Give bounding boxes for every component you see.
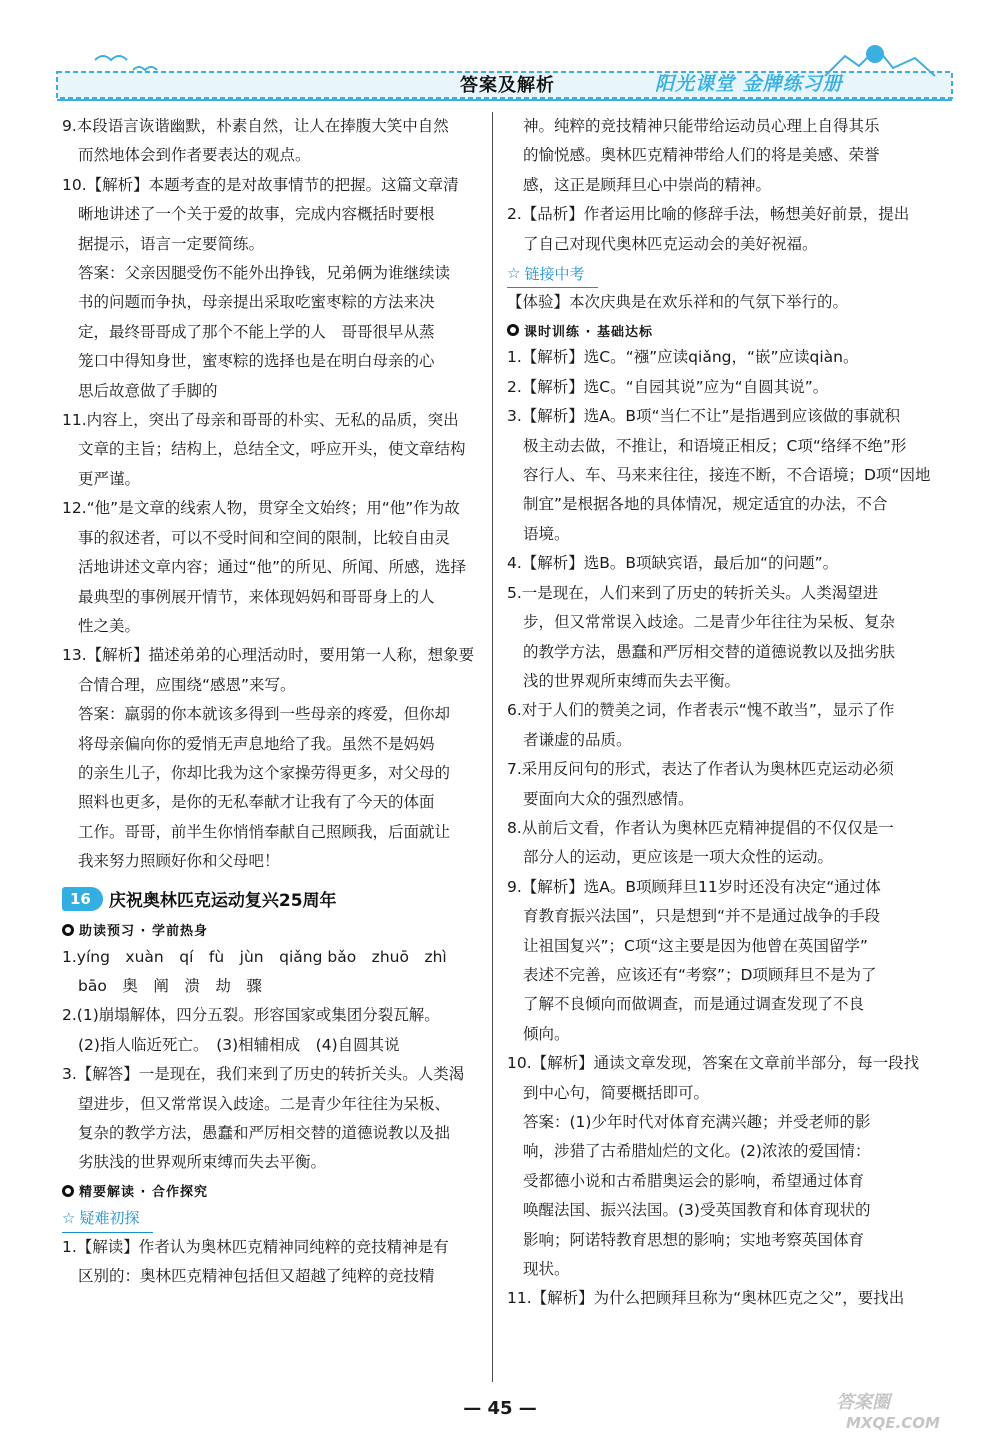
text-line: 部分人的运动，更应该是一项大众性的运动。 [523, 848, 834, 867]
star-icon: ☆ [507, 264, 521, 283]
lesson-number: 16 [62, 887, 103, 911]
text-line: 据提示，语言一定要简练。 [78, 234, 265, 253]
lesson-heading [62, 883, 507, 915]
analysis-answers [62, 1233, 507, 1292]
exam-answers [507, 288, 952, 317]
text-line: 1.【解析】选C。“襁”应读qiǎng，“嵌”应读qiàn。 [507, 348, 859, 367]
text-line: 育教育振兴法国”，只是想到“并不是通过战争的手段 [523, 907, 881, 926]
section-training [507, 317, 952, 343]
text-line: 极主动去做，不推让，和语境正相反；C项“络绎不绝”形 [523, 436, 907, 455]
text-line: 照料也更多，是你的无私奉献才让我有了今天的体面 [78, 793, 435, 812]
text-line: 书的问题而争执，母亲提出采取吃蜜枣粽的方法来决 [78, 293, 435, 312]
text-line: 我来努力照顾好你和父母吧！ [78, 852, 280, 871]
text-line: 11.内容上，突出了母亲和哥哥的朴实、无私的品质，突出 [62, 411, 459, 430]
text-line: 更严谨。 [78, 469, 141, 488]
text-line: 的愉悦感。奥林匹克精神带给人们的将是美感、荣誉 [523, 146, 880, 165]
text-line: 合情合理，应围绕“感恩”来写。 [78, 675, 296, 694]
text-line: 到中心句，简要概括即可。 [523, 1083, 710, 1102]
text-line: 将母亲偏向你的爱悄无声息地给了我。虽然不是妈妈 [78, 734, 435, 753]
text-line: 1.【解读】作者认为奥林匹克精神同纯粹的竞技精神是有 [62, 1237, 449, 1256]
text-line: 要面向大众的强烈感情。 [523, 789, 694, 808]
text-line: 性之美。 [78, 616, 141, 635]
lesson-title: 庆祝奥林匹克运动复兴25周年 [108, 891, 337, 912]
section-label: 课时训练 · 基础达标 [524, 324, 653, 340]
text-line: 【体验】本次庆典是在欢乐祥和的气氛下举行的。 [507, 293, 849, 312]
header-brand: 阳光课堂 金牌练习册 [655, 73, 843, 95]
text-line: 6.对于人们的赞美之词，作者表示“愧不敢当”，显示了作 [507, 701, 895, 720]
text-line: 思后故意做了手脚的 [78, 381, 218, 400]
subsection-label: 疑难初探 [79, 1209, 140, 1228]
watermark [826, 1388, 986, 1438]
text-line: 答案：羸弱的你本就该多得到一些母亲的疼爱，但你却 [78, 705, 451, 724]
text-line: 3.【解答】一是现在，我们来到了历史的转折关头。人类渴 [62, 1065, 465, 1084]
text-line: 答案：(1)少年时代对体育充满兴趣；并受老师的影 [523, 1113, 871, 1131]
text-line: bāo 奥 阐 溃 劫 骤 [78, 976, 262, 995]
text-line: 11.【解析】为什么把顾拜旦称为“奥林匹克之父”，要找出 [507, 1289, 905, 1308]
text-line: 事的叙述者，可以不受时间和空间的限制，比较自由灵 [78, 528, 451, 547]
section-bullet-icon [62, 924, 74, 936]
text-line: 了自己对现代奥林匹克运动会的美好祝福。 [523, 234, 818, 253]
text-line: 12.“他”是文章的线索人物，贯穿全文始终；用“他”作为故 [62, 499, 460, 518]
text-line: 9.本段语言诙谐幽默，朴素自然，让人在捧腹大笑中自然 [62, 117, 449, 135]
text-line: 活地讲述文章内容；通过“他”的所见、所闻、所感，选择 [78, 558, 467, 577]
text-line: 答案：父亲因腿受伤不能外出挣钱，兄弟俩为谁继续读 [78, 264, 451, 283]
text-line: 倾向。 [523, 1024, 570, 1043]
text-line: 劣肤浅的世界观所束缚而失去平衡。 [78, 1153, 327, 1172]
text-line: 的亲生儿子，你却比我为这个家操劳得更多，对父母的 [78, 763, 451, 782]
analysis-answers-cont [507, 112, 952, 259]
text-line: 9.【解析】选A。B项顾拜旦11岁时还没有决定“通过体 [507, 877, 881, 896]
text-line: 晰地讲述了一个关于爱的故事，完成内容概括时要根 [78, 205, 435, 224]
text-line: 容行人、车、马来来往往，接连不断，不合语境；D项“因地 [523, 466, 931, 485]
section-bullet-icon [62, 1185, 74, 1197]
section-label: 精要解读 · 合作探究 [79, 1185, 208, 1201]
left-column [62, 112, 507, 1292]
text-line: 神。纯粹的竞技精神只能带给运动员心理上自得其乐 [523, 117, 880, 135]
section-label: 助读预习 · 学前热身 [79, 924, 208, 940]
watermark-top: 答案圈 [836, 1392, 890, 1413]
preview-answers [62, 943, 507, 1178]
text-line: 步，但又常常误入歧途。二是青少年往往为呆板、复杂 [523, 613, 896, 632]
text-line: 让祖国复兴”；C项“这主要是因为他曾在英国留学” [523, 936, 868, 955]
text-line: 1.yíng xuàn qí fù jùn qiǎng bǎo zhuō zhì [62, 947, 447, 966]
subsection-difficulty [62, 1204, 153, 1233]
text-line: 望进步，但又常常误入歧途。二是青少年往往为呆板、 [78, 1094, 451, 1113]
subsection-exam-link [507, 259, 598, 288]
text-line: 7.采用反问句的形式，表达了作者认为奥林匹克运动必须 [507, 760, 894, 779]
header-title: 答案及解析 [460, 75, 555, 96]
text-line: 影响；阿诺特教育思想的影响；实地考察英国体育 [523, 1230, 865, 1249]
section-preview [62, 917, 507, 943]
text-line: 2.【解析】选C。“自园其说”应为“自圆其说”。 [507, 377, 829, 396]
text-line: 制宜”是根据各地的具体情况，规定适宜的办法，不合 [523, 495, 888, 514]
text-line: 感，这正是顾拜旦心中崇尚的精神。 [523, 175, 772, 194]
text-line: 语境。 [523, 524, 570, 543]
text-line: 受都德小说和古希腊奥运会的影响，希望通过体育 [523, 1171, 865, 1190]
text-line: 而然地体会到作者要表达的观点。 [78, 146, 311, 165]
text-line: 最典型的事例展开情节，来体现妈妈和哥哥身上的人 [78, 587, 435, 606]
text-line: 者谦虚的品质。 [523, 730, 632, 749]
text-line: 的教学方法，愚蠢和严厉相交替的道德说教以及拙劣肤 [523, 642, 896, 661]
text-line: 复杂的教学方法，愚蠢和严厉相交替的道德说教以及拙 [78, 1124, 451, 1142]
text-line: (2)指人临近死亡。 (3)相辅相成 (4)自圆其说 [78, 1035, 400, 1054]
text-line: 3.【解析】选A。B项“当仁不让”是指遇到应该做的事就积 [507, 407, 901, 426]
text-line: 8.从前后文看，作者认为奥林匹克精神提倡的不仅仅是一 [507, 818, 894, 837]
text-line: 定，最终哥哥成了那个不能上学的人 哥哥很早从蒸 [78, 322, 435, 341]
left-answers [62, 112, 507, 877]
text-line: 了解不良倾向而做调查，而是通过调查发现了不良 [523, 995, 865, 1014]
text-line: 浅的世界观所束缚而失去平衡。 [523, 671, 741, 690]
text-line: 表述不完善，应该还有“考察”；D项顾拜旦不是为了 [523, 965, 877, 984]
text-line: 10.【解析】本题考查的是对故事情节的把握。这篇文章清 [62, 175, 459, 194]
watermark-bottom: MXQE.COM [846, 1414, 940, 1432]
page-number: — 45 — [463, 1398, 537, 1419]
text-line: 区别的：奥林匹克精神包括但又超越了纯粹的竞技精 [78, 1267, 435, 1286]
text-line: 文章的主旨；结构上，总结全文，呼应开头，使文章结构 [78, 440, 466, 459]
text-line: 响，涉猎了古希腊灿烂的文化。(2)浓浓的爱国情： [523, 1142, 871, 1161]
text-line: 笼口中得知身世，蜜枣粽的选择也是在明白母亲的心 [78, 352, 435, 371]
page-header [55, 40, 955, 102]
section-analysis [62, 1178, 507, 1204]
section-bullet-icon [507, 324, 519, 336]
text-line: 2.【品析】作者运用比喻的修辞手法，畅想美好前景，提出 [507, 205, 910, 224]
text-line: 工作。哥哥，前半生你悄悄奉献自己照顾我，后面就让 [78, 822, 451, 841]
text-line: 现状。 [523, 1260, 570, 1279]
text-line: 5.一是现在，人们来到了历史的转折关头。人类渴望进 [507, 583, 879, 602]
subsection-label: 链接中考 [524, 264, 585, 283]
star-icon: ☆ [62, 1208, 76, 1227]
text-line: 2.(1)崩塌解体，四分五裂。形容国家或集团分裂瓦解。 [62, 1006, 440, 1025]
right-column [507, 112, 952, 1314]
training-answers [507, 343, 952, 1313]
text-line: 唤醒法国、振兴法国。(3)受英国教育和体育现状的 [523, 1201, 871, 1220]
text-line: 10.【解析】通读文章发现，答案在文章前半部分，每一段找 [507, 1054, 920, 1073]
text-line: 4.【解析】选B。B项缺宾语，最后加“的问题”。 [507, 554, 839, 573]
text-line: 13.【解析】描述弟弟的心理活动时，要用第一人称，想象要 [62, 646, 475, 665]
